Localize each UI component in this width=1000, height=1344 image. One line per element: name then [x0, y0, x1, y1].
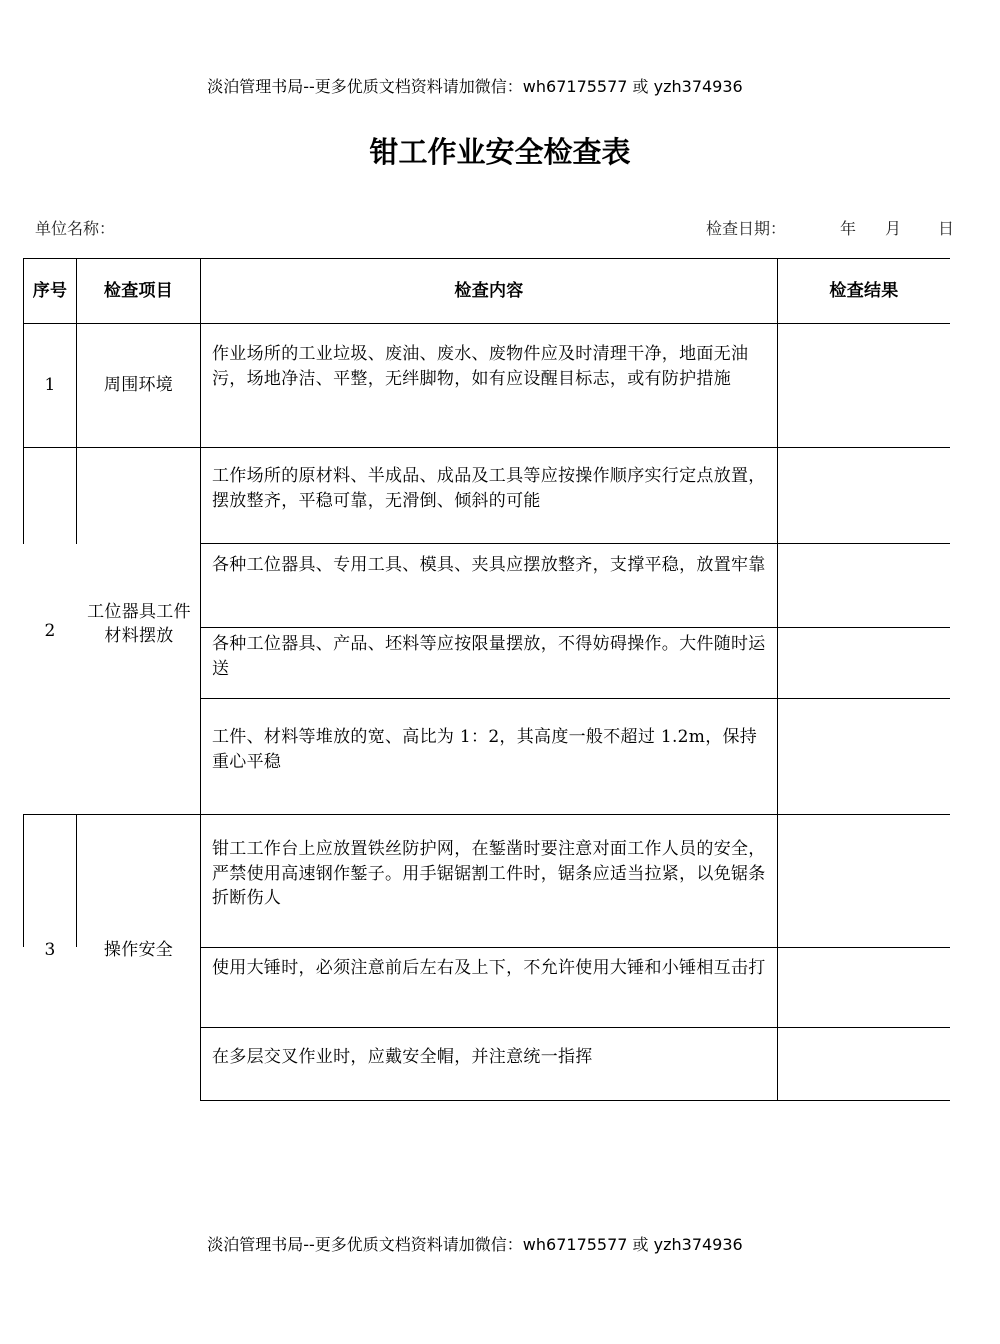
table-border [76, 447, 77, 544]
date-year: 年 [840, 219, 857, 238]
content-2-4: 工件、材料等堆放的宽、高比为 1：2，其高度一般不超过 1.2m，保持重心平稳 [212, 727, 758, 772]
header-result: 检查结果 [829, 280, 899, 301]
row-no-2: 2 [44, 620, 56, 641]
table-border [200, 1100, 950, 1101]
header-content: 检查内容 [454, 280, 524, 301]
table-border [200, 627, 950, 628]
inspection-date [706, 216, 954, 239]
table-border [200, 1027, 950, 1028]
footer-note: 淡泊管理书局--更多优质文档资料请加微信：wh67175577 或 yzh374936 [207, 1235, 743, 1254]
content-2-2: 各种工位器具、专用工具、模具、夹具应摆放整齐，支撑平稳，放置牢靠 [212, 555, 766, 575]
item-workstation-materials: 工位器具工件材料摆放 [87, 601, 191, 646]
date-month: 月 [885, 219, 902, 238]
header-item: 检查项目 [103, 280, 174, 301]
table-border [200, 258, 201, 1101]
table-border [200, 947, 950, 948]
item-operation-safety: 操作安全 [103, 939, 174, 960]
content-3-3: 在多层交叉作业时，应戴安全帽，并注意统一指挥 [212, 1047, 593, 1067]
row-no-1: 1 [44, 375, 56, 396]
date-label: 检查日期： [706, 219, 787, 238]
content-1-1: 作业场所的工业垃圾、废油、废水、废物件应及时清理干净，地面无油污，场地净洁、平整，无绊脚物，如有应设醒目标志，或有防护措施 [212, 344, 749, 389]
unit-name-label: 单位名称： [35, 219, 116, 238]
header-no: 序号 [32, 281, 68, 301]
header-note: 淡泊管理书局--更多优质文档资料请加微信：wh67175577 或 yzh374936 [207, 77, 743, 96]
content-3-2: 使用大锤时，必须注意前后左右及上下，不允许使用大锤和小锤相互击打 [212, 958, 766, 978]
row-no-3: 3 [44, 939, 56, 960]
table-border [200, 543, 950, 544]
date-day: 日 [938, 219, 955, 238]
content-2-3: 各种工位器具、产品、坯料等应按限量摆放，不得妨碍操作。大件随时运送 [212, 634, 766, 679]
item-environment: 周围环境 [103, 375, 174, 396]
table-border [200, 698, 950, 699]
content-2-1: 工作场所的原材料、半成品、成品及工具等应按操作顺序实行定点放置，摆放整齐，平稳可靠，无滑倒、倾斜的可能 [212, 466, 766, 511]
table-border [777, 258, 778, 1101]
content-3-1: 钳工工作台上应放置铁丝防护网，在錾凿时要注意对面工作人员的安全，严禁使用高速钢作錾子。用手锯锯割工件时，锯条应适当拉紧，以免锯条折断伤人 [212, 839, 766, 908]
page-title: 钳工作业安全检查表 [369, 135, 631, 169]
